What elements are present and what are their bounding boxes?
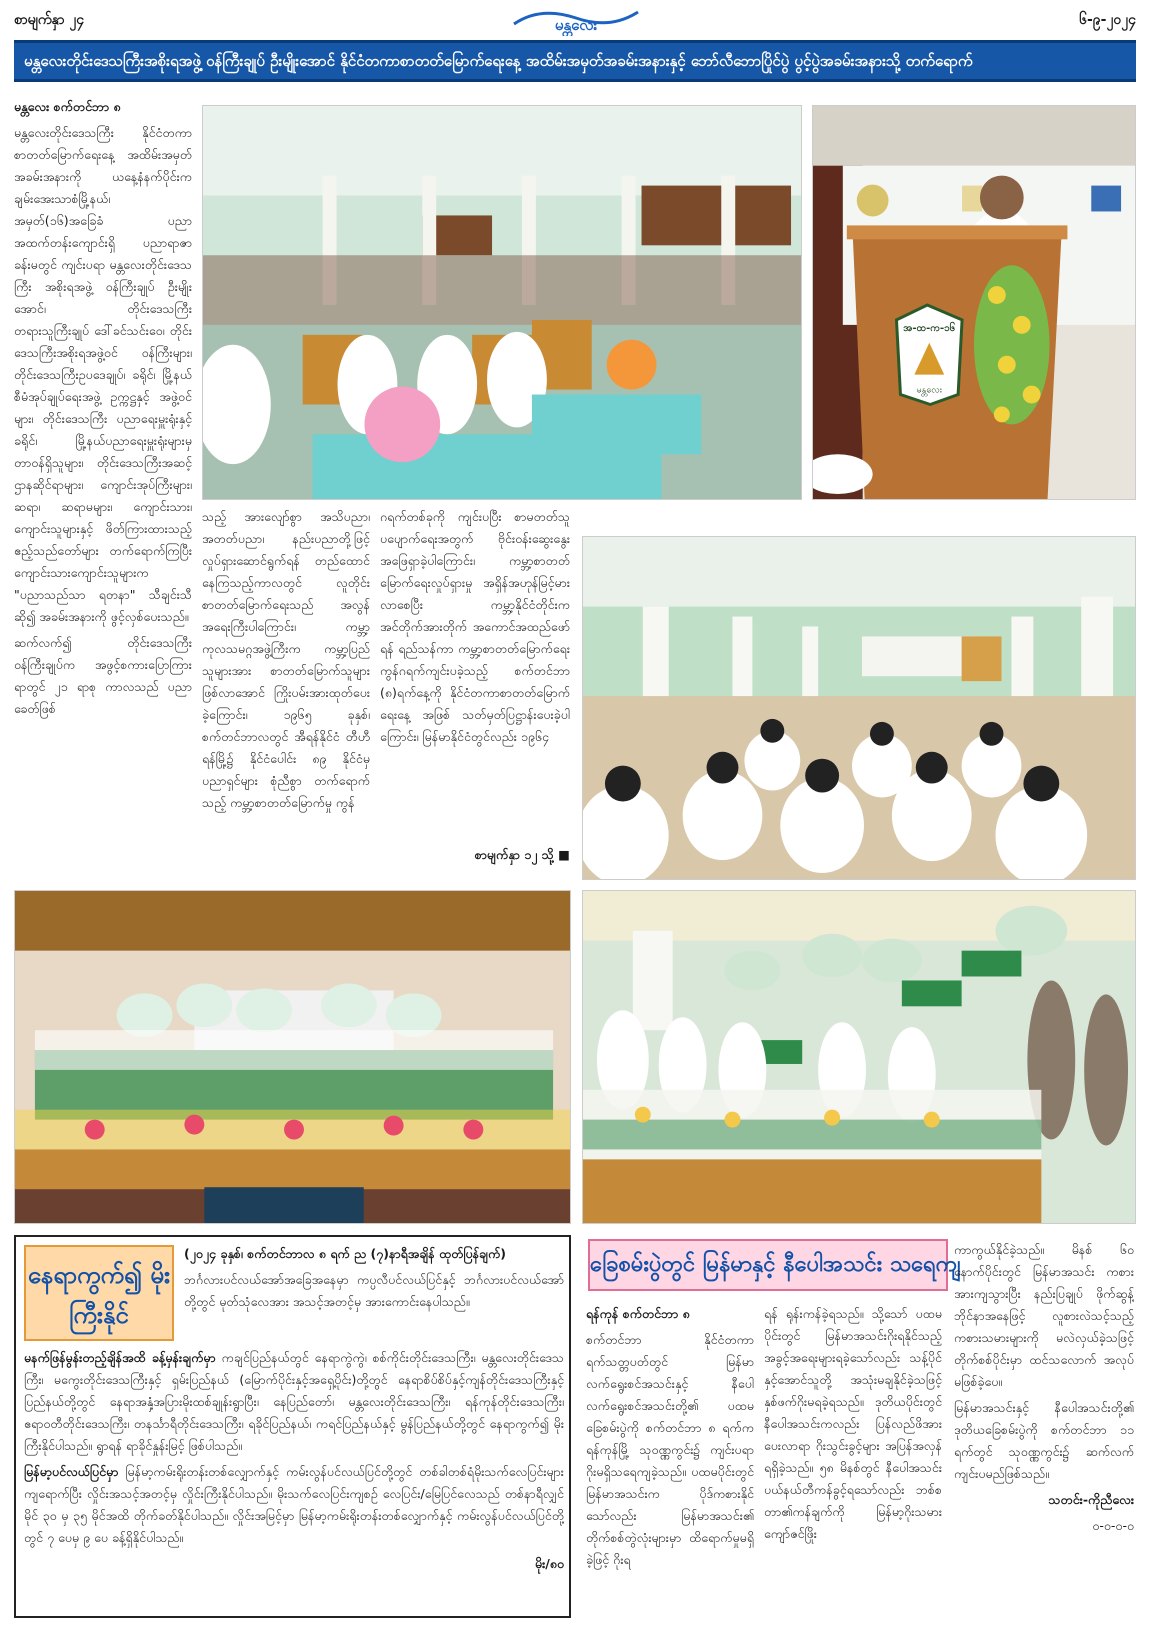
article-col-3 [380, 506, 570, 891]
weather-lead-col [184, 1243, 564, 1343]
weather-box [14, 1235, 571, 1618]
continued-note: စာမျက်နှာ ၁၂ သို့ ■ [474, 847, 570, 862]
article-col-2 [202, 506, 370, 891]
weather-p1-head: မနက်ဖြန်မွန်းတည့်ချိန်အထိ ခန့်မှန်းချက်မှာ [24, 1350, 216, 1365]
photo-speaker-podium [812, 105, 1136, 500]
photo-audience-front [202, 105, 802, 500]
masthead-logo [510, 4, 642, 36]
sports-col-2 [764, 1303, 942, 1615]
svg-text:မန္တလေး: မန္တလေး [554, 16, 598, 34]
svg-text:မန္တလေး: မန္တလေး [916, 385, 942, 396]
weather-body [24, 1347, 564, 1615]
article-paragraph: ဆက်လက်၍ တိုင်းဒေသကြီး ဝန်ကြီးချုပ်က အဖွင့်စကားပြောကြားရာတွင် ၂၁ ရာစု ကာလသည် ပညာခေတ်ဖြစ် [14, 635, 192, 716]
article-paragraph: သည့် အားလျော်စွာ အသိပညာ၊ အတတ်ပညာ၊ နည်းပညာတို့ဖြင့် လှုပ်ရှားဆောင်ရွက်ရန် တည်ထောင်နေကြသည့်ကာလတွင် လူတိုင်း စာတတ်မြောက်ရေးသည် အလွန်အရေးကြီးပါကြောင်း၊ ကမ္ဘာ့ကုလသမဂ္ဂအဖွဲ့ကြီးက ကမ္ဘာ့ပြည်သူများအား စာတတ်မြောက်သူများဖြစ်လာအောင် ကြိုးပမ်းအားထုတ်ပေးခဲ့ကြောင်း၊ ၁၉၆၅ ခုနှစ်၊ စက်တင်ဘာလတွင် အီရန်နိုင်ငံ တီဟီရန်မြို့၌ နိုင်ငံပေါင်း ၈၉ နိုင်ငံမှ ပညာရှင်များ စုံညီစွာ တက်ရောက်သည့် ကမ္ဘာ့စာတတ်မြောက်မှု ကွန် [202, 509, 370, 810]
sports-col-1 [586, 1303, 754, 1615]
photo-stage-placards [582, 890, 1136, 1224]
article-col-1 [14, 96, 192, 891]
page-number: စာမျက်နှာ ၂၄ [14, 12, 85, 28]
photo-stage-performance [14, 890, 571, 1224]
weather-lead: (၂၀၂၄ ခုနှစ်၊ စက်တင်ဘာလ ၈ ရက် ည (၇)နာရီအချိန် ထုတ်ပြန်ချက်) [184, 1246, 507, 1261]
sports-paragraph: စက်တင်ဘာ နိုင်ငံတကာရက်သတ္တပတ်တွင် မြန်မာလက်ရွေးစင်အသင်းနှင့် နီပေါလက်ရွေးစင်အသင်းတို့၏ ပထမခြေစမ်းပွဲကို စက်တင်ဘာ ၈ ရက်က ရန်ကုန်မြို့ သုဝဏ္ဏကွင်း၌ ကျင်းပရာ ဂိုးမရှိသရေကျခဲ့သည်။ ပထမပိုင်းတွင် မြန်မာအသင်းက ပိုဒ်ကစားနိုင်သော်လည်း မြန်မာအသင်း၏ တိုက်စစ်တွဲလုံးများမှာ ထိရောက်မှုမရှိခဲ့ဖြင့် ဂိုးရ [586, 1332, 754, 1567]
sports-paragraph: ရန် ရုန်းကန်ခဲ့ရသည်။ သို့သော် ပထမပိုင်းတွင် မြန်မာအသင်းဂိုးရနိုင်သည့် အခွင့်အရေးများရခဲ့သော်လည်း သန့်ပိုင်နှင့်အောင်သူတို့ အသုံးမချနိုင်ခဲ့သဖြင့် နှစ်ဖက်ဂိုးမရခဲ့ရသည်။ ဒုတိယပိုင်းတွင် နီပေါအသင်းကလည်း ပြန်လည်ဖိအားပေးလာရာ ဂိုးသွင်းခွင့်များ အပြန်အလှန်ရရှိခဲ့သည်။ ၅၈ မိနစ်တွင် နီပေါအသင်း ပယ်နယ်တီကန်ခွင့်ရသော်လည်း ဘစ်စတာ၏ကန်ချက်ကို မြန်မာ့ဂိုးသမား ကျော်ဇင်ဖြိုး [764, 1306, 942, 1541]
page-header [0, 0, 1150, 38]
sports-paragraph: ကာကွယ်နိုင်ခဲ့သည်။ မိနစ် ၆၀ နောက်ပိုင်းတွင် မြန်မာအသင်း ကစားအားကျသွားပြီး နည်းပြချုပ် ဖိုက်ဆွန့်ဘိုင်နာအနေဖြင့် လူစားလဲသင့်သည့် ကစားသမားများကို မလဲလှယ်ခဲ့သဖြင့် တိုက်စစ်ပိုင်းမှာ ထင်သလောက် အလုပ်မဖြစ်ခဲ့ပေ။ [954, 1242, 1134, 1389]
sports-headline: ခြေစမ်းပွဲတွင် မြန်မာနှင့် နီပေါအသင်း သရေကျ [588, 1239, 948, 1291]
article-dateline: မန္တလေး စက်တင်ဘာ ၈ [14, 99, 121, 114]
weather-lead-2: ဘင်္ဂလားပင်လယ်အော်အခြေအနေမှာ ကပ္ပလီပင်လယ်ပြင်နှင့် ဘင်္ဂလားပင်လယ်အော်တို့တွင် မုတ်သုံလေအား အသင့်အတင့်မှ အားကောင်းနေပါသည်။ [184, 1272, 564, 1309]
headline-banner: မန္တလေးတိုင်းဒေသကြီးအစိုးရအဖွဲ့ ဝန်ကြီးချုပ် ဦးမျိုးအောင် နိုင်ငံတကာစာတတ်မြောက်ရေးနေ့ အထိမ်းအမှတ်အခမ်းအနားနှင့် ဘော်လီဘောပြိုင်ပွဲ ပွင့်ပွဲအခမ်းအနားသို့ တက်ရောက် [14, 40, 1136, 82]
weather-tag: နေရာကွက်၍ မိုးကြီးနိုင် [24, 1245, 174, 1341]
weather-code: မိုး/၈၀ [534, 1556, 564, 1571]
sports-paragraph: မြန်မာအသင်းနှင့် နီပေါအသင်းတို့၏ ဒုတိယခြေစမ်းပွဲကို စက်တင်ဘာ ၁၁ ရက်တွင် သုဝဏ္ဏကွင်း၌ ဆက်လက်ကျင်းပမည်ဖြစ်သည်။ [954, 1400, 1134, 1481]
photo-hall-wide [582, 536, 1136, 880]
issue-date: ၆-၉-၂၀၂၄ [1079, 12, 1136, 28]
article-paragraph: မန္တလေးတိုင်းဒေသကြီး နိုင်ငံတကာစာတတ်မြောက်ရေးနေ့ အထိမ်းအမှတ် အခမ်းအနားကို ယနေ့နံနက်ပိုင်းက ချမ်းအေးသာစံမြို့နယ်၊ အမှတ်(၁၆)အခြေခံ ပညာအထက်တန်းကျောင်းရှိ ပညာရာဇာခန်းမတွင် ကျင်းပရာ မန္တလေးတိုင်းဒေသကြီး အစိုးရအဖွဲ့ ဝန်ကြီးချုပ် ဦးမျိုးအောင်၊ တိုင်းဒေသကြီး တရားသူကြီးချုပ် ဒေါ်ခင်သင်းဝေ၊ တိုင်းဒေသကြီးအစိုးရအဖွဲ့ဝင် ဝန်ကြီးများ၊ တိုင်းဒေသကြီးဥပဒေချုပ်၊ ခရိုင်၊ မြို့နယ်စီမံအုပ်ချုပ်ရေးအဖွဲ့ ဥက္ကဋ္ဌနှင့် အဖွဲ့ဝင်များ၊ တိုင်းဒေသကြီး ပညာရေးမှူးရုံးနှင့် ခရိုင်၊ မြို့နယ်ပညာရေးမှူးရုံးများမှ တာဝန်ရှိသူများ၊ တိုင်းဒေသကြီးအဆင့် ဌာနဆိုင်ရာများ၊ ကျောင်းအုပ်ကြီးများ၊ ဆရာ၊ ဆရာမများ၊ ကျောင်းသား၊ ကျောင်းသူများနှင့် ဖိတ်ကြားထားသည့် ဧည့်သည်တော်များ တက်ရောက်ကြပြီး ကျောင်းသားကျောင်းသူများက "ပညာသည်သာ ရတနာ" သီချင်းသီဆို၍ အခမ်းအနားကို ဖွင့်လှစ်ပေးသည်။ [14, 125, 192, 624]
sports-signature: သတင်း-ကိုညီလေး [1048, 1492, 1134, 1507]
article-paragraph: ဂရက်တစ်ခုကို ကျင်းပပြီး စာမတတ်သူ ပပျောက်ရေးအတွက် ဗိုင်းဝန်းဆွေးနွေး အဖြေရှာခဲ့ပါကြောင်း၊ ကမ္ဘာ့စာတတ်မြောက်ရေးလှုပ်ရှားမှု အရှိန်အဟုန်မြင့်မားလာစေပြီး ကမ္ဘာ့နိုင်ငံတိုင်းက အင်တိုက်အားတိုက် အကောင်အထည်ဖော်ရန် ရည်သန်ကာ ကမ္ဘာ့စာတတ်မြောက်ရေး ကွန်ဂရက်ကျင်းပခဲ့သည့် စက်တင်ဘာ (၈)ရက်နေ့ကို နိုင်ငံတကာစာတတ်မြောက်ရေးနေ့ အဖြစ် သတ်မှတ်ပြဋ္ဌာန်းပေးခဲ့ပါကြောင်း၊ မြန်မာနိုင်ငံတွင်လည်း ၁၉၆၄ [380, 509, 570, 744]
sports-dateline: ရန်ကုန် စက်တင်ဘာ ၈ [586, 1306, 690, 1321]
weather-p1: ကချင်ပြည်နယ်တွင် နေရာကွဲကွဲ၊ စစ်ကိုင်းတိုင်းဒေသကြီး၊ မန္တလေးတိုင်းဒေသကြီး၊ မကွေးတိုင်းဒေသကြီးနှင့် ရှမ်းပြည်နယ် (မြောက်ပိုင်းနှင့်အရှေ့ပိုင်း)တို့တွင် နေရာစိပ်စိပ်နှင့်ကျန်တိုင်းဒေသကြီးနှင့်ပြည်နယ်တို့တွင် နေရာအနှံ့အပြားမိုးထစ်ချုန်းရွာပြီး၊ နေပြည်တော်၊ မန္တလေးတိုင်းဒေသကြီး၊ ရန်ကုန်တိုင်းဒေသကြီး၊ ဧရာဝတီတိုင်းဒေသကြီး၊ တနင်္သာရီတိုင်းဒေသကြီး၊ ရခိုင်ပြည်နယ်၊ ကရင်ပြည်နယ်နှင့် မွန်ပြည်နယ်တို့တွင် နေရာကွက်၍ မိုးကြီးနိုင်ပါသည်။ ရွာရန် ရာခိုင်နှုန်းမြင့် ဖြစ်ပါသည်။ [24, 1350, 564, 1453]
sports-col-3 [954, 1239, 1134, 1615]
sports-article [582, 1235, 1136, 1618]
weather-p2-head: မြန်မာ့ပင်လယ်ပြင်မှာ [24, 1464, 119, 1479]
svg-text:အ-ထ-က-၁၆: အ-ထ-က-၁၆ [903, 322, 956, 334]
sports-separator: ၀-၀-၀-၀ [1092, 1518, 1134, 1533]
weather-p2: မြန်မာ့ကမ်းရိုးတန်းတစ်လျှောက်နှင့် ကမ်းလွန်ပင်လယ်ပြင်တို့တွင် တစ်ခါတစ်ရံမိုးသက်လေပြင်းများ ကျရောက်ပြီး လှိုင်းအသင့်အတင့်မှ လှိုင်းကြီးနိုင်ပါသည်။ မိုးသက်လေပြင်းကျစဉ် လေပြင်း/မြေပြင်လေသည် တစ်နာရီလျှင် မိုင် ၃၀ မှ ၃၅ မိုင်အထိ တိုက်ခတ်နိုင်ပါသည်။ လှိုင်းအမြင့်မှာ မြန်မာ့ကမ်းရိုးတန်းတစ်လျှောက်နှင့် ကမ်းလွန်ပင်လယ်ပြင်တို့တွင် ၇ ပေမှ ၉ ပေ ခန့်ရှိနိုင်ပါသည်။ [24, 1464, 564, 1545]
